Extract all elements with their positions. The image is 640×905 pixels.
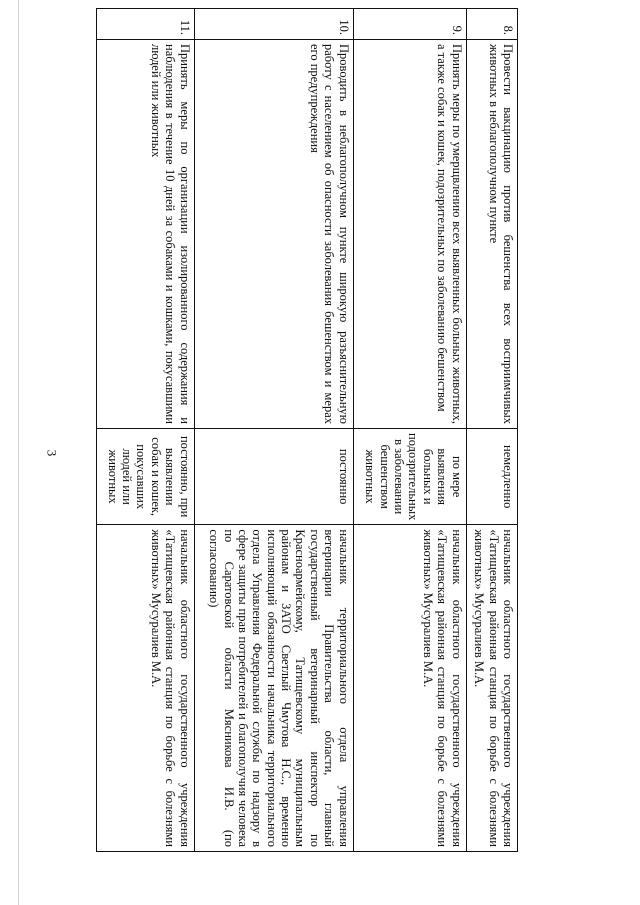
table-row xyxy=(466,9,517,852)
deadline-text: постоянно, при выявлении собак и кошек, покусавших людей или животных xyxy=(97,429,195,525)
deadline-text: по мере выявления больных и подозрительных в заболевании бешенством животных xyxy=(353,429,466,525)
measure-text: Принять меры по умерщвлению всех выявленных больных животных, а также собак и кошек, подозрительных по заболеванию бешенством xyxy=(353,40,466,429)
measure-text: Провести вакцинацию против бешенства всех восприимчивых животных в неблагополучном пункте xyxy=(466,40,517,429)
measure-text: Принять меры по организации изолированного содержания и наблюдения в течение 10 дней за собаками и кошками, покусавшими людей или животных xyxy=(97,40,195,429)
measures-table xyxy=(96,8,518,852)
responsible-text: начальник областного государственного учреждения «Татищевская районная станция по борьбе с болезнями животных» Мусуралиев М.А. xyxy=(353,525,466,852)
page-number: 3 xyxy=(44,449,60,457)
table-row xyxy=(353,9,466,852)
measure-text: Проводить в неблагополучном пункте широкую разъяснительную работу с населением об опасности заболевания бешенством и мерах его предупреждения xyxy=(194,40,353,429)
rotated-page-content xyxy=(96,8,518,852)
responsible-text: начальник территориального отдела управления ветеринарии Правительства области, главный государственный ветеринарный инспектор по Красноармейскому, Татищевскому муниципальным районам и ЗАТО Светлый Чмутова Н.С., временно исполняющий обязанности начальника территориального отдела Управления Федеральной службы по надзору в сфере защиты прав потребителей и благополучия человека по Саратовской области Мясникова И.В. (по согласованию) xyxy=(194,525,353,852)
row-number: 9. xyxy=(353,9,466,40)
row-number: 11. xyxy=(97,9,195,40)
table-row xyxy=(97,9,195,852)
row-number: 10. xyxy=(194,9,353,40)
row-number: 8. xyxy=(466,9,517,40)
table-row xyxy=(194,9,353,852)
responsible-text: начальник областного государственного учреждения «Татищевская районная станция по борьбе с болезнями животных» Мусуралиев М.А. xyxy=(466,525,517,852)
page-edge-line xyxy=(18,0,19,905)
deadline-text: немедленно xyxy=(466,429,517,525)
deadline-text: постоянно xyxy=(194,429,353,525)
responsible-text: начальник областного государственного учреждения «Татищевская районная станция по борьбе с болезнями животных» Мусуралиев М.А. xyxy=(97,525,195,852)
